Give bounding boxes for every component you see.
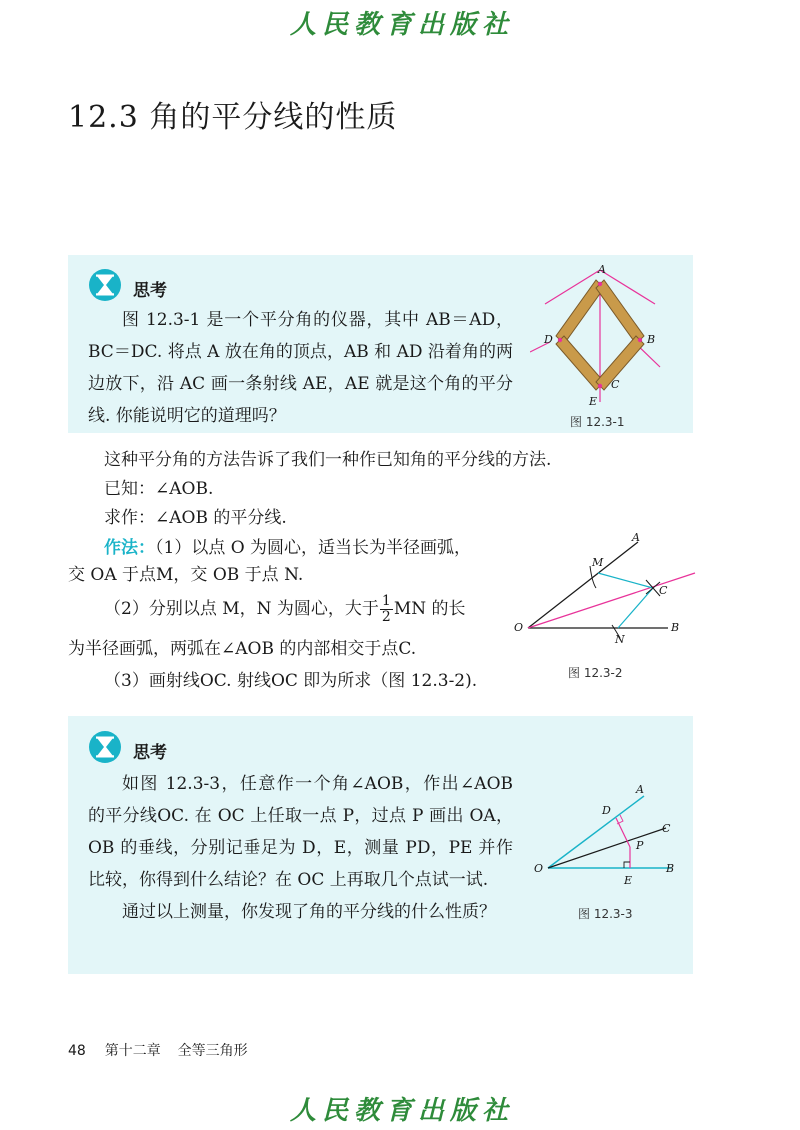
chapter-title: 全等三角形 [177,1043,248,1059]
hourglass-icon [88,268,122,302]
fig2-label-b: B [671,621,680,634]
fig3-label-a: A [636,783,644,796]
think2-text-1: 如图 12.3-3，任意作一个角∠AOB，作出∠AOB 的平分线OC. 在 OC 上任取一点 P，过点 P 画出 OA，OB 的垂线，分别记垂足为 D，E，测量 PD，PE 并作比较，你得到什么结论？在 OC 上再取几个点试一试. [88,774,513,890]
think-label-2: 思考 [133,743,167,763]
fig2-label-o: O [514,621,524,634]
page-number: 48 [68,1043,86,1059]
given-label: 已知： [104,479,155,499]
figure-caption-1: 图 12.3-1 [570,415,625,429]
fig3-label-e: E [624,874,633,887]
think2-paragraphs [88,768,513,928]
one-half-fraction [380,594,393,625]
think1-text: 图 12.3-1 是一个平分角的仪器，其中 AB＝AD，BC＝DC. 将点 A 放在角的顶点，AB 和 AD 沿着角的两边放下，沿 AC 画一条射线 AE，AE 就是这个角的平分线. 你能说明它的道理吗？ [88,310,513,426]
fig3-label-d: D [602,804,611,817]
fraction-numerator: 1 [381,593,391,609]
step3-line: （3）画射线OC. 射线OC 即为所求（图 12.3-2). [104,671,478,691]
task-text: ∠AOB 的平分线. [155,508,287,528]
step1-line-a [104,533,471,558]
step2-line-b: 为半径画弧，两弧在∠AOB 的内部相交于点C. [68,639,417,659]
fig3-label-b: B [666,862,675,875]
figure-caption-2: 图 12.3-2 [568,666,623,680]
figure-12-3-2 [508,528,703,650]
page-footer [68,1040,248,1060]
fig1-label-a: A [598,263,606,276]
section-title: 12.3 角的平分线的性质 [68,100,398,135]
fig2-label-n: N [615,633,625,646]
publisher-header: 人民教育出版社 [290,10,515,40]
think2-text-2: 通过以上测量，你发现了角的平分线的什么性质？ [122,902,496,922]
fig1-label-e: E [589,395,598,408]
fig2-label-a: A [632,531,640,544]
chapter-label: 第十二章 [104,1043,161,1059]
fig3-label-p: P [636,839,644,852]
figure-12-3-1 [530,262,690,412]
think-label-1: 思考 [133,281,167,301]
step2-pre: （2）分别以点 M，N 为圆心，大于 [104,599,379,619]
fig2-label-c: C [659,584,668,597]
fig1-label-d: D [544,333,553,346]
fig1-label-b: B [647,333,656,346]
step2-line-a [104,594,466,625]
given-text: ∠AOB. [155,479,214,499]
fig2-label-m: M [592,556,604,569]
fig3-label-c: C [662,822,671,835]
intro-text: 这种平分角的方法告诉了我们一种作已知角的平分线的方法. [104,450,552,470]
task-label: 求作： [104,508,155,528]
figure-12-3-3 [526,780,686,890]
fig3-label-o: O [534,862,544,875]
think1-paragraph [88,304,513,432]
step1-line-b: 交 OA 于点M，交 OB 于点 N. [68,565,304,585]
step2-post: MN 的长 [393,599,466,619]
hourglass-icon [88,730,122,764]
task-line [104,503,287,528]
figure-caption-3: 图 12.3-3 [578,907,633,921]
publisher-footer: 人民教育出版社 [290,1096,515,1126]
step1-text-a: （1）以点 O 为圆心，适当长为半径画弧， [155,538,472,558]
method-label: 作法： [104,538,155,558]
fig1-label-c: C [611,378,620,391]
given-line [104,474,213,499]
fraction-denominator: 2 [381,609,391,625]
